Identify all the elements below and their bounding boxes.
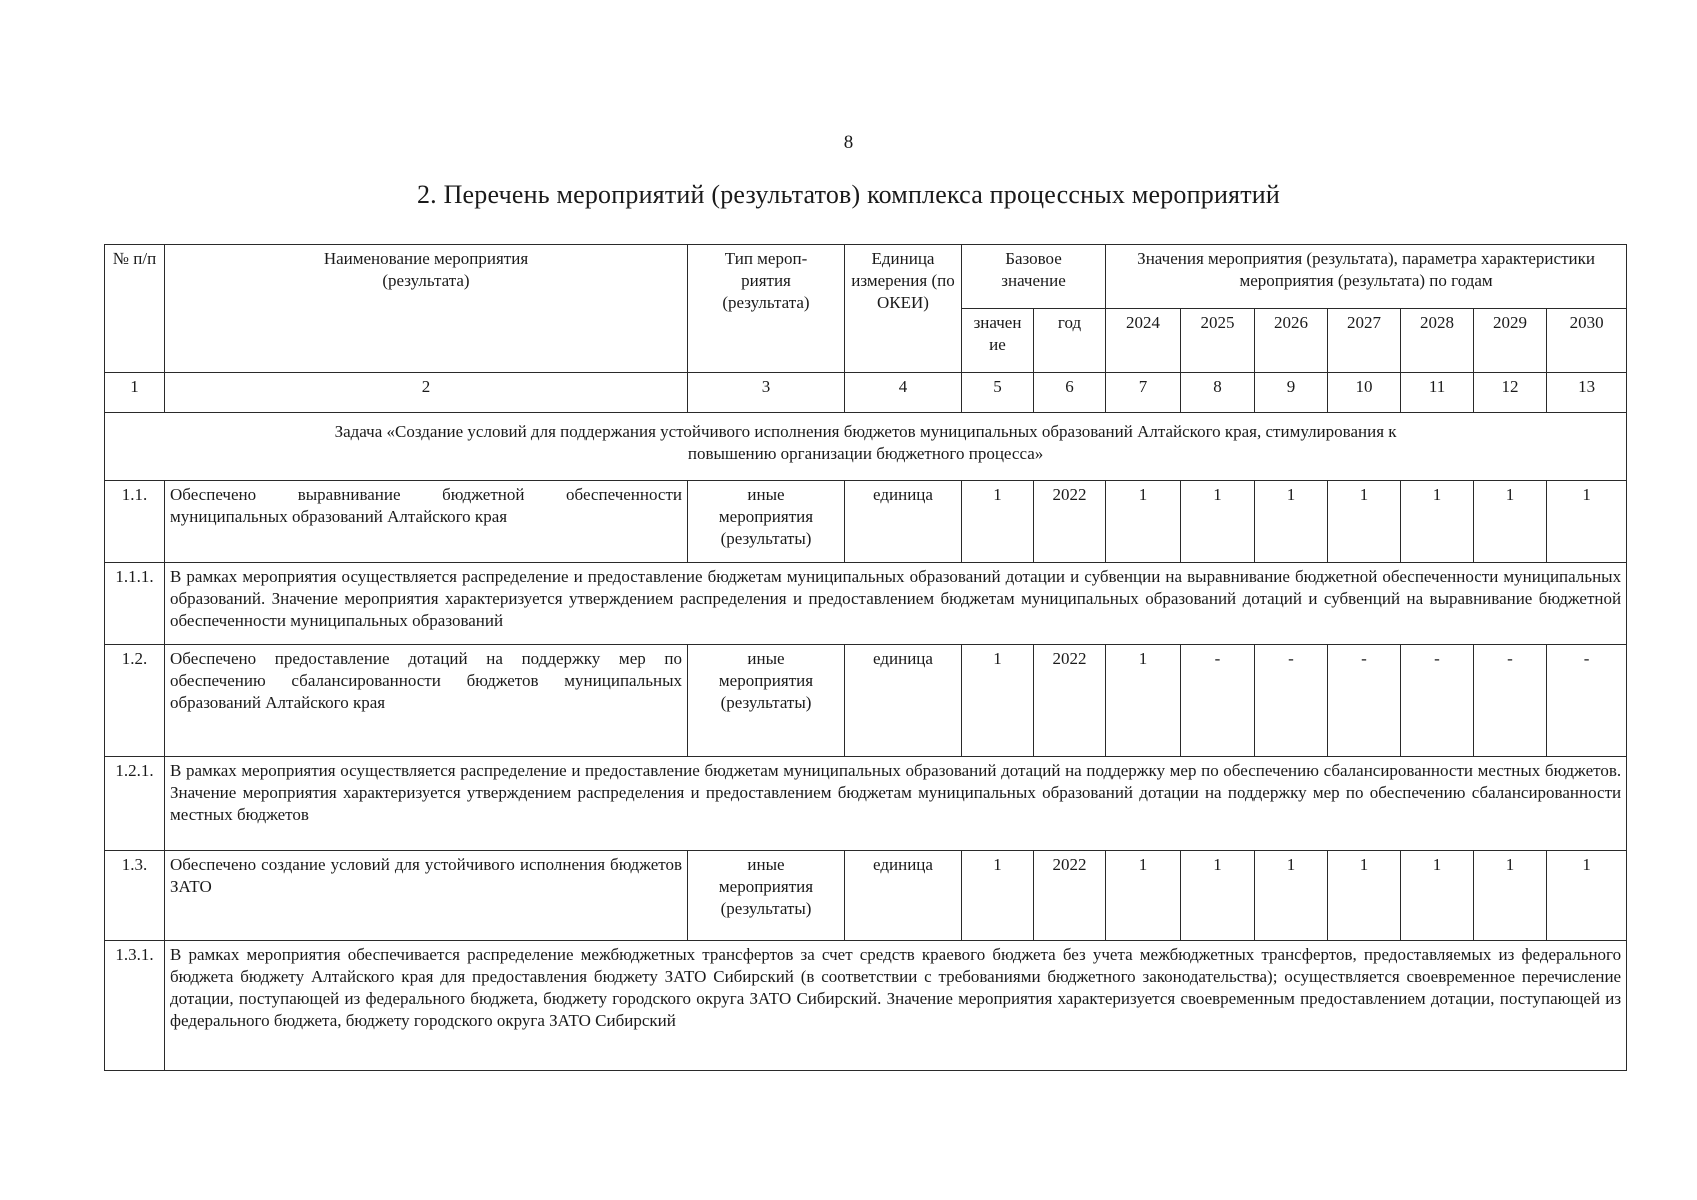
row-type (688, 851, 845, 941)
row-num: 1.1. (105, 481, 165, 563)
column-number: 11 (1401, 373, 1474, 413)
column-number: 6 (1034, 373, 1106, 413)
row-num: 1.2. (105, 645, 165, 757)
table-row (105, 851, 1627, 941)
row-value-2026: 1 (1255, 851, 1328, 941)
row-value-2030: 1 (1547, 481, 1627, 563)
header-base-text: Базовое значение (1001, 249, 1066, 291)
header-year-2028: 2028 (1401, 309, 1474, 373)
row-unit: единица (845, 851, 962, 941)
row-base-value: 1 (962, 645, 1034, 757)
row-base-value: 1 (962, 851, 1034, 941)
description-row (105, 941, 1627, 1071)
header-row-1 (105, 245, 1627, 309)
row-value-2030: 1 (1547, 851, 1627, 941)
task-row (105, 413, 1627, 481)
column-number: 2 (165, 373, 688, 413)
header-values-text: Значения мероприятия (результата), параметра характеристики мероприятия (результата) по годам (1137, 249, 1595, 291)
column-number: 10 (1328, 373, 1401, 413)
row-base-year: 2022 (1034, 851, 1106, 941)
document-title: 2. Перечень мероприятий (результатов) комплекса процессных мероприятий (416, 180, 1281, 209)
row-type (688, 645, 845, 757)
header-num: № п/п (105, 245, 165, 373)
row-value-2024: 1 (1106, 851, 1181, 941)
row-value-2027: 1 (1328, 481, 1401, 563)
column-number-row (105, 373, 1627, 413)
column-number: 7 (1106, 373, 1181, 413)
header-year-2025: 2025 (1181, 309, 1255, 373)
column-number: 4 (845, 373, 962, 413)
row-type-text: иные мероприятия (результаты) (718, 485, 814, 549)
row-name: Обеспечено создание условий для устойчивого исполнения бюджетов ЗАТО (165, 851, 688, 941)
column-number: 3 (688, 373, 845, 413)
header-values (1106, 245, 1627, 309)
row-value-2029: 1 (1474, 481, 1547, 563)
header-year-2029: 2029 (1474, 309, 1547, 373)
row-value-2027: 1 (1328, 851, 1401, 941)
column-number: 12 (1474, 373, 1547, 413)
task-text-inner: Задача «Создание условий для поддержания устойчивого исполнения бюджетов муниципальных образований Алтайского края, стимулирования к повышению организации бюджетного процесса» (334, 422, 1397, 464)
header-type-text: Тип мероп-риятия (результата) (722, 249, 810, 313)
description-text: В рамках мероприятия обеспечивается распределение межбюджетных трансфертов за счет средств краевого бюджета без учета межбюджетных трансфертов, предоставляемых из федерального бюджета бюджету Алтайского края для предоставления бюджету ЗАТО Сибирский (в соответствии с требованиями бюджетного законодательства); осуществляется своевременное перечисление дотации, поступающей из федерального бюджета, бюджету городского округа ЗАТО Сибирский. Значение мероприятия характеризуется своевременным предоставлением дотации, поступающей из федерального бюджета, бюджету городского округа ЗАТО Сибирский (165, 941, 1627, 1071)
measures-table (104, 244, 1627, 1071)
header-name (165, 245, 688, 373)
row-type-text: иные мероприятия (результаты) (718, 855, 814, 919)
row-base-year: 2022 (1034, 481, 1106, 563)
row-type (688, 481, 845, 563)
row-value-2028: 1 (1401, 851, 1474, 941)
row-value-2030: - (1547, 645, 1627, 757)
row-value-2026: - (1255, 645, 1328, 757)
row-type-text: иные мероприятия (результаты) (718, 649, 814, 713)
description-text: В рамках мероприятия осуществляется распределение и предоставление бюджетам муниципальных образований дотаций на поддержку мер по обеспечению сбалансированности местных бюджетов. Значение мероприятия характеризуется утверждением распределения и предоставлением бюджетам муниципальных образований дотации на поддержку мер по обеспечению сбалансированности местных бюджетов (165, 757, 1627, 851)
description-row (105, 563, 1627, 645)
row-name: Обеспечено выравнивание бюджетной обеспеченности муниципальных образований Алтайского края (165, 481, 688, 563)
description-num: 1.3.1. (105, 941, 165, 1071)
row-value-2028: 1 (1401, 481, 1474, 563)
row-value-2029: 1 (1474, 851, 1547, 941)
row-value-2025: - (1181, 645, 1255, 757)
row-value-2029: - (1474, 645, 1547, 757)
column-number: 1 (105, 373, 165, 413)
row-value-2028: - (1401, 645, 1474, 757)
row-value-2027: - (1328, 645, 1401, 757)
row-unit: единица (845, 481, 962, 563)
description-text: В рамках мероприятия осуществляется распределение и предоставление бюджетам муниципальных образований дотации и субвенции на выравнивание бюджетной обеспеченности муниципальных образований. Значение мероприятия характеризуется утверждением распределения и предоставлением бюджетам муниципальных образований дотаций и субвенций на выравнивание бюджетной обеспеченности муниципальных образований (165, 563, 1627, 645)
row-value-2026: 1 (1255, 481, 1328, 563)
header-unit: Единица измерения (по ОКЕИ) (845, 245, 962, 373)
description-num: 1.2.1. (105, 757, 165, 851)
column-number: 8 (1181, 373, 1255, 413)
row-value-2024: 1 (1106, 481, 1181, 563)
header-base-year: год (1034, 309, 1106, 373)
page-number: 8 (843, 132, 854, 153)
column-number: 5 (962, 373, 1034, 413)
column-number: 9 (1255, 373, 1328, 413)
row-value-2025: 1 (1181, 851, 1255, 941)
table-row (105, 645, 1627, 757)
description-row (105, 757, 1627, 851)
row-name: Обеспечено предоставление дотаций на поддержку мер по обеспечению сбалансированности бюджетов муниципальных образований Алтайского края (165, 645, 688, 757)
row-value-2025: 1 (1181, 481, 1255, 563)
header-year-2026: 2026 (1255, 309, 1328, 373)
header-name-text: Наименование мероприятия (результата) (323, 249, 529, 291)
row-base-value: 1 (962, 481, 1034, 563)
task-text (105, 413, 1627, 481)
description-num: 1.1.1. (105, 563, 165, 645)
table-row (105, 481, 1627, 563)
header-year-2024: 2024 (1106, 309, 1181, 373)
table-body (105, 245, 1627, 1071)
header-year-2027: 2027 (1328, 309, 1401, 373)
row-unit: единица (845, 645, 962, 757)
header-year-2030: 2030 (1547, 309, 1627, 373)
header-base (962, 245, 1106, 309)
row-value-2024: 1 (1106, 645, 1181, 757)
header-base-value: значен ие (962, 309, 1034, 373)
row-num: 1.3. (105, 851, 165, 941)
row-base-year: 2022 (1034, 645, 1106, 757)
column-number: 13 (1547, 373, 1627, 413)
header-type (688, 245, 845, 373)
